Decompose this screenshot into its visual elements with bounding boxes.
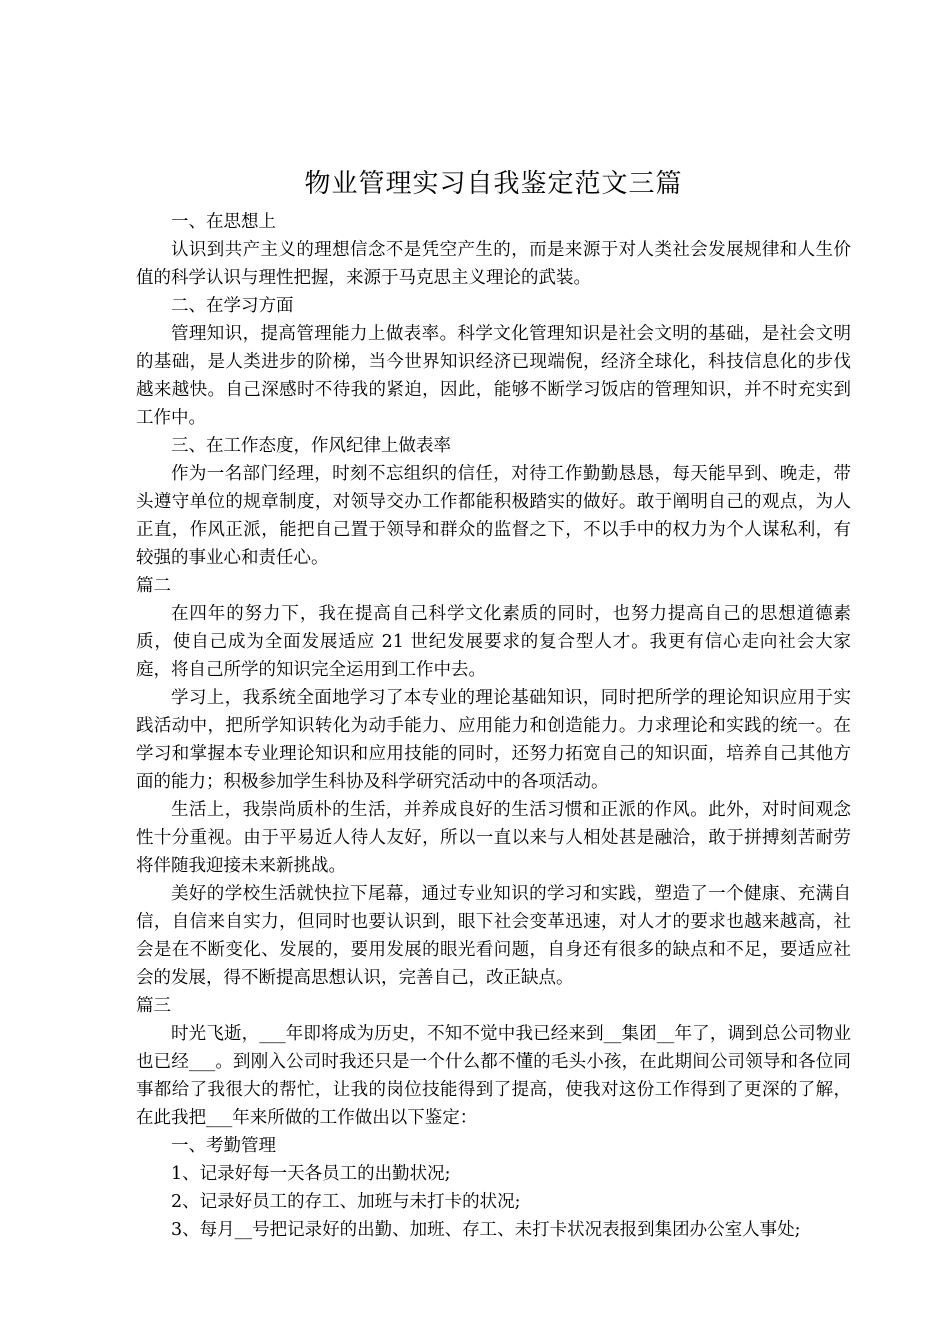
body-paragraph: 作为一名部门经理，时刻不忘组织的信任，对待工作勤勤恳恳，每天能早到、晚走，带头遵守单位的规章制度，对领导交办工作都能积极踏实的做好。敢于阐明自己的观点，为人正直，作风正派，能把自己置于领导和群众的监督之下，不以手中的权力为个人谋私利，有较强的事业心和责任心。 (136, 464, 851, 568)
document-body (136, 208, 851, 1244)
body-paragraph: 认识到共产主义的理想信念不是凭空产生的，而是来源于对人类社会发展规律和人生价值的科学认识与理性把握，来源于马克思主义理论的武装。 (136, 240, 851, 288)
body-paragraph: 2、记录好员工的存工、加班与未打卡的状况; (171, 1192, 521, 1212)
document-page (136, 164, 851, 1244)
body-paragraph: 3、每月__号把记录好的出勤、加班、存工、未打卡状况表报到集团办公室人事处; (171, 1220, 801, 1240)
body-paragraph: 二、在学习方面 (171, 296, 294, 316)
body-paragraph: 一、考勤管理 (171, 1136, 276, 1156)
section-heading: 篇二 (136, 576, 171, 596)
body-paragraph: 生活上，我崇尚质朴的生活，并养成良好的生活习惯和正派的作风。此外，对时间观念性十分重视。由于平易近人待人友好，所以一直以来与人相处甚是融洽，敢于拼搏刻苦耐劳将伴随我迎接未来新挑战。 (136, 800, 851, 876)
section-heading: 篇三 (136, 996, 171, 1016)
document-title: 物业管理实习自我鉴定范文三篇 (304, 169, 683, 199)
body-paragraph: 1、记录好每一天各员工的出勤状况; (171, 1164, 451, 1184)
body-paragraph: 在四年的努力下，我在提高自己科学文化素质的同时，也努力提高自己的思想道德素质，使自己成为全面发展适应 21 世纪发展要求的复合型人才。我更有信心走向社会大家庭，将自己所学的知识完全运用到工作中去。 (136, 604, 851, 680)
body-paragraph: 三、在工作态度，作风纪律上做表率 (171, 436, 451, 456)
body-paragraph: 学习上，我系统全面地学习了本专业的理论基础知识，同时把所学的理论知识应用于实践活动中，把所学知识转化为动手能力、应用能力和创造能力。力求理论和实践的统一。在学习和掌握本专业理论知识和应用技能的同时，还努力拓宽自己的知识面，培养自己其他方面的能力；积极参加学生科协及科学研究活动中的各项活动。 (136, 688, 851, 792)
body-paragraph: 管理知识，提高管理能力上做表率。科学文化管理知识是社会文明的基础，是社会文明的基础，是人类进步的阶梯，当今世界知识经济已现端倪，经济全球化，科技信息化的步伐越来越快。自己深感时不待我的紧迫，因此，能够不断学习饭店的管理知识，并不时充实到工作中。 (136, 324, 851, 428)
body-paragraph: 时光飞逝，___年即将成为历史，不知不觉中我已经来到__集团__年了，调到总公司物业也已经___。到刚入公司时我还只是一个什么都不懂的毛头小孩，在此期间公司领导和各位同事都给了我很大的帮忙，让我的岗位技能得到了提高，使我对这份工作得到了更深的了解，在此我把___年来所做的工作做出以下鉴定： (136, 1024, 851, 1128)
body-paragraph: 美好的学校生活就快拉下尾幕，通过专业知识的学习和实践，塑造了一个健康、充满自信，自信来自实力，但同时也要认识到，眼下社会变革迅速，对人才的要求也越来越高，社会是在不断变化、发展的，要用发展的眼光看问题，自身还有很多的缺点和不足，要适应社会的发展，得不断提高思想认识，完善自己，改正缺点。 (136, 884, 851, 988)
body-paragraph: 一、在思想上 (171, 212, 276, 232)
